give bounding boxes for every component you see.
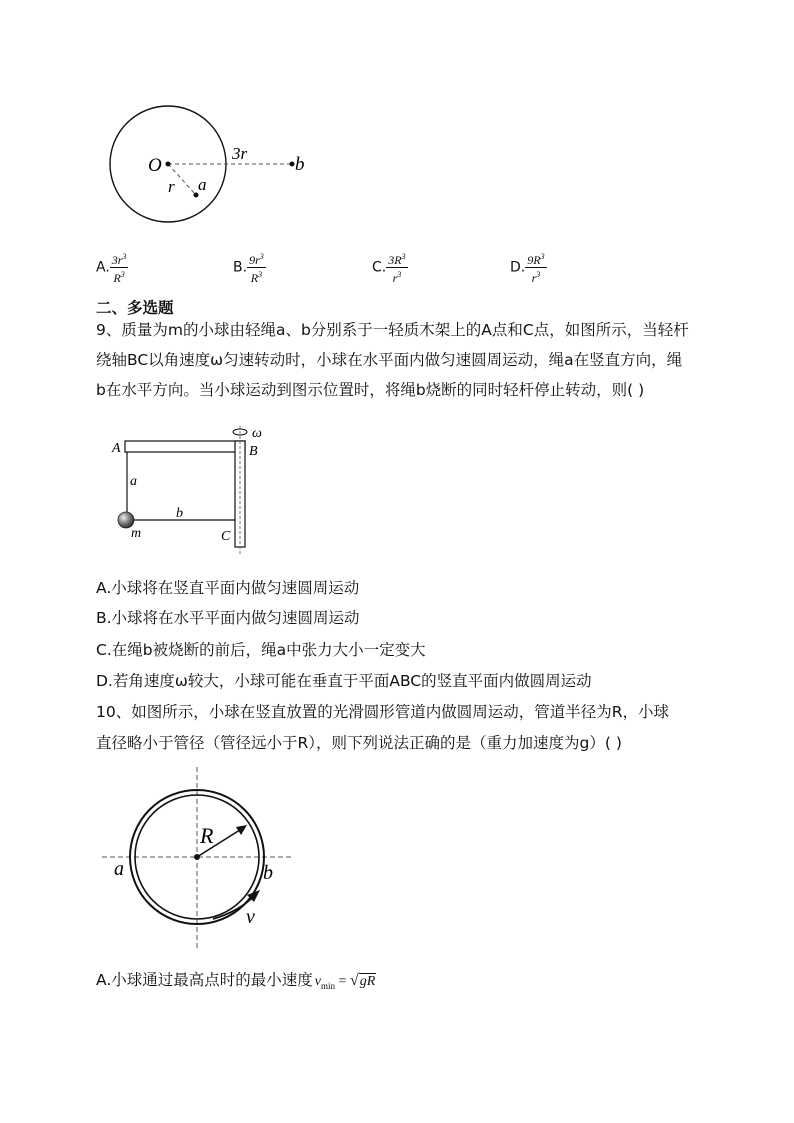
label-omega: ω: [252, 426, 262, 441]
figure-circular-pipe: [100, 765, 300, 955]
q8-option-d[interactable]: D. $\frac{9R^3}{r^3}$: [510, 252, 545, 285]
label-B: B: [249, 444, 258, 459]
q8-option-a[interactable]: A. $\frac{3r^3}{R^3}$: [96, 252, 127, 285]
label-a: a: [114, 858, 124, 880]
label-b: b: [295, 154, 305, 175]
label-a: a: [130, 474, 137, 489]
fraction: $\frac{3R^3}{r^3}$: [388, 252, 406, 285]
label-v: v: [246, 906, 255, 928]
fraction: $\frac{9R^3}{r^3}$: [527, 252, 545, 285]
fraction: $\frac{3r^3}{R^3}$: [111, 252, 127, 285]
formula-vmin: $v_{min} = √gR$: [314, 972, 376, 991]
q10-option-a[interactable]: A.小球通过最高点时的最小速度 $v_{min} = √gR$: [96, 971, 376, 991]
fraction: $\frac{9r^3}{R^3}$: [249, 252, 264, 285]
label-A: A: [112, 441, 121, 456]
label-C: C: [221, 529, 231, 544]
q10-line-2: 直径略小于管径（管径远小于R），则下列说法正确的是（重力加速度为g）( ): [96, 734, 622, 752]
label-r: r: [168, 177, 175, 196]
q10-line-1: 10、如图所示，小球在竖直放置的光滑圆形管道内做圆周运动，管道半径为R，小球: [96, 703, 669, 721]
q9-line-3: b在水平方向。当小球运动到图示位置时，将绳b烧断的同时轻杆停止转动，则( ): [96, 381, 645, 399]
label-R: R: [200, 823, 214, 848]
label-3r: 3r: [232, 144, 248, 163]
q8-option-b[interactable]: B. $\frac{9r^3}{R^3}$: [233, 252, 264, 285]
q9-option-b[interactable]: B.小球将在水平平面内做匀速圆周运动: [96, 609, 360, 627]
q9-option-d[interactable]: D.若角速度ω较大，小球可能在垂直于平面ABC的竖直平面内做圆周运动: [96, 672, 592, 690]
q9-line-2: 绕轴BC以角速度ω匀速转动时，小球在水平面内做匀速圆周运动，绳a在竖直方向，绳: [96, 351, 683, 369]
q9-option-c[interactable]: C.在绳b被烧断的前后，绳a中张力大小一定变大: [96, 641, 426, 659]
q8-option-c[interactable]: C. $\frac{3R^3}{r^3}$: [372, 252, 406, 285]
figure-wooden-frame: [100, 420, 290, 560]
label-a: a: [198, 175, 207, 194]
label-m: m: [131, 526, 142, 541]
label-O: O: [148, 155, 162, 176]
label-b: b: [176, 506, 183, 521]
figure-circle-orbit: [100, 100, 320, 230]
section-title: 二、多选题: [96, 299, 174, 317]
q9-line-1: 9、质量为m的小球由轻绳a、b分别系于一轻质木架上的A点和C点，如图所示，当轻杆: [96, 321, 689, 339]
label-b: b: [263, 862, 273, 884]
q9-option-a[interactable]: A.小球将在竖直平面内做匀速圆周运动: [96, 579, 360, 597]
